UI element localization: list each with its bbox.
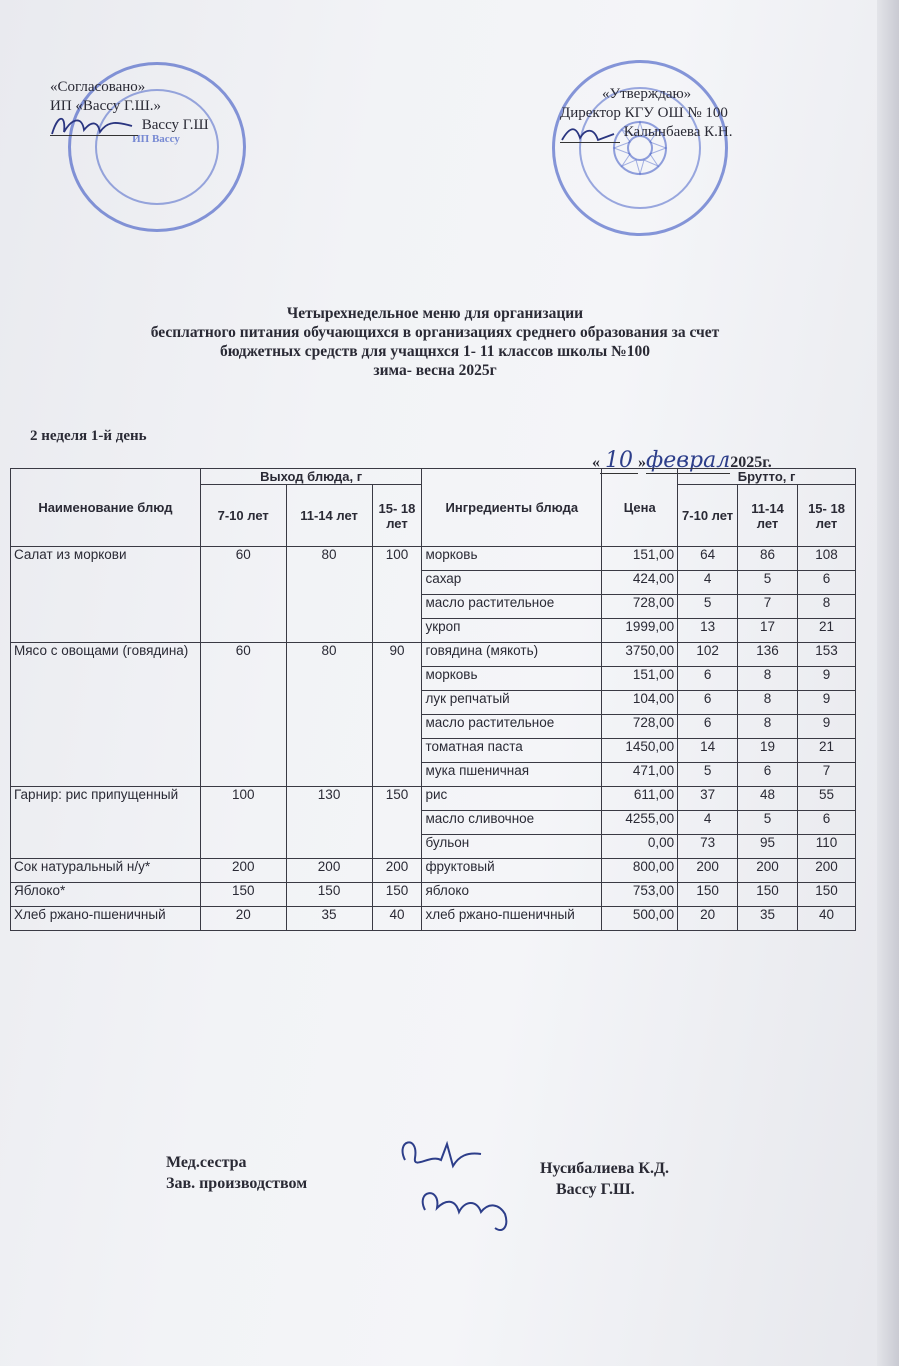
gross-11-14: 5: [738, 811, 798, 835]
document-title: [40, 304, 830, 380]
gross-7-10: 200: [678, 859, 738, 883]
dish-name: Сок натуральный н/у*: [11, 859, 201, 883]
gross-7-10: 150: [678, 883, 738, 907]
ingredient-price: 1999,00: [602, 619, 678, 643]
gross-15-18: 21: [798, 619, 856, 643]
gross-7-10: 4: [678, 811, 738, 835]
gross-11-14: 6: [738, 763, 798, 787]
date-month: феврал: [646, 448, 731, 473]
yield-7-10: 200: [200, 859, 286, 883]
gross-15-18: 7: [798, 763, 856, 787]
ingredient-price: 0,00: [602, 835, 678, 859]
table-row: [11, 787, 856, 811]
ingredient-name: томатная паста: [422, 739, 602, 763]
gross-15-18: 6: [798, 811, 856, 835]
gross-15-18: 40: [798, 907, 856, 931]
dish-name: Яблоко*: [11, 883, 201, 907]
dish-name: Гарнир: рис припущенный: [11, 787, 201, 859]
approved-signature: [558, 120, 618, 150]
footer-role-nurse: Мед.сестра: [166, 1154, 247, 1171]
ingredient-price: 611,00: [602, 787, 678, 811]
ingredient-name: масло сливочное: [422, 811, 602, 835]
ingredient-price: 151,00: [602, 667, 678, 691]
table-row: [11, 859, 856, 883]
footer-role-production: Зав. производством: [166, 1175, 308, 1192]
header-price: Цена: [602, 469, 678, 547]
yield-15-18: 90: [372, 643, 422, 787]
gross-11-14: 19: [738, 739, 798, 763]
gross-15-18: 8: [798, 595, 856, 619]
agreed-label: «Согласовано»: [50, 79, 146, 95]
ingredient-price: 728,00: [602, 715, 678, 739]
date-year: 2025г.: [730, 454, 772, 471]
gross-11-14: 86: [738, 547, 798, 571]
yield-7-10: 60: [200, 547, 286, 643]
gross-15-18: 9: [798, 667, 856, 691]
ingredient-price: 471,00: [602, 763, 678, 787]
gross-7-10: 20: [678, 907, 738, 931]
ingredient-price: 500,00: [602, 907, 678, 931]
ingredient-name: морковь: [422, 547, 602, 571]
title-line-3: бюджетных средств для учащнхся 1- 11 классов школы №100: [220, 343, 650, 360]
date-open-quote: «: [592, 454, 600, 471]
ingredient-name: укроп: [422, 619, 602, 643]
gross-11-14: 95: [738, 835, 798, 859]
yield-15-18: 150: [372, 787, 422, 859]
date-mid-quote: »: [638, 454, 646, 471]
gross-15-18: 21: [798, 739, 856, 763]
ingredient-name: сахар: [422, 571, 602, 595]
ingredient-price: 151,00: [602, 547, 678, 571]
title-line-4: зима- весна 2025г: [373, 362, 497, 379]
gross-11-14: 17: [738, 619, 798, 643]
table-row: [11, 643, 856, 667]
yield-11-14: 130: [286, 787, 372, 859]
gross-7-10: 14: [678, 739, 738, 763]
gross-15-18: 150: [798, 883, 856, 907]
header-gross-age-15-18: 15- 18 лет: [798, 485, 856, 547]
left-stamp-text: ИП Вассу: [132, 133, 180, 145]
ingredient-name: яблоко: [422, 883, 602, 907]
header-gross: Брутто, г: [678, 469, 856, 485]
agreed-org: ИП «Вассу Г.Ш.»: [50, 98, 162, 114]
gross-11-14: 200: [738, 859, 798, 883]
yield-7-10: 150: [200, 883, 286, 907]
agreed-signature: [48, 110, 138, 144]
gross-15-18: 55: [798, 787, 856, 811]
footer-roles: [166, 1152, 307, 1194]
menu-table-body: [11, 547, 856, 931]
ingredient-price: 753,00: [602, 883, 678, 907]
yield-7-10: 60: [200, 643, 286, 787]
gross-7-10: 4: [678, 571, 738, 595]
gross-11-14: 8: [738, 691, 798, 715]
ingredient-name: фруктовый: [422, 859, 602, 883]
gross-11-14: 136: [738, 643, 798, 667]
header-yield: Выход блюда, г: [200, 469, 422, 485]
ingredient-name: говядина (мякоть): [422, 643, 602, 667]
header-ingredients: Ингредиенты блюда: [422, 469, 602, 547]
menu-table: [10, 468, 856, 931]
gross-7-10: 5: [678, 595, 738, 619]
gross-7-10: 6: [678, 715, 738, 739]
date-day: 10: [600, 448, 638, 474]
ingredient-price: 3750,00: [602, 643, 678, 667]
gross-7-10: 102: [678, 643, 738, 667]
gross-15-18: 6: [798, 571, 856, 595]
ingredient-name: хлеб ржано-пшеничный: [422, 907, 602, 931]
yield-7-10: 20: [200, 907, 286, 931]
header-yield-age-7-10: 7-10 лет: [200, 485, 286, 547]
title-line-1: Четырехнедельное меню для организации: [286, 305, 584, 322]
gross-7-10: 6: [678, 691, 738, 715]
dish-name: Мясо с овощами (говядина): [11, 643, 201, 787]
ingredient-name: морковь: [422, 667, 602, 691]
title-line-2: бесплатного питания обучающихся в организациях среднего образования за счет: [150, 324, 720, 341]
yield-11-14: 35: [286, 907, 372, 931]
footer-names: [540, 1158, 669, 1200]
gross-15-18: 108: [798, 547, 856, 571]
header-yield-age-11-14: 11-14 лет: [286, 485, 372, 547]
gross-15-18: 9: [798, 691, 856, 715]
ingredient-price: 4255,00: [602, 811, 678, 835]
gross-11-14: 150: [738, 883, 798, 907]
ingredient-price: 104,00: [602, 691, 678, 715]
page-edge-shadow: [877, 0, 899, 1366]
ingredient-price: 424,00: [602, 571, 678, 595]
gross-11-14: 48: [738, 787, 798, 811]
gross-11-14: 8: [738, 667, 798, 691]
table-row: [11, 547, 856, 571]
table-row: [11, 907, 856, 931]
dish-name: Хлеб ржано-пшеничный: [11, 907, 201, 931]
approved-name: Калынбаева К.Н.: [623, 124, 733, 140]
gross-7-10: 6: [678, 667, 738, 691]
gross-15-18: 200: [798, 859, 856, 883]
ingredient-name: рис: [422, 787, 602, 811]
week-day-label: 2 неделя 1-й день: [30, 428, 147, 444]
yield-11-14: 150: [286, 883, 372, 907]
dish-name: Салат из моркови: [11, 547, 201, 643]
footer-name-production: Вассу Г.Ш.: [556, 1181, 635, 1198]
approved-title: Директор КГУ ОШ № 100: [560, 105, 728, 121]
ingredient-name: бульон: [422, 835, 602, 859]
header-dish: Наименование блюд: [11, 469, 201, 547]
yield-11-14: 80: [286, 643, 372, 787]
yield-15-18: 40: [372, 907, 422, 931]
gross-11-14: 7: [738, 595, 798, 619]
gross-7-10: 37: [678, 787, 738, 811]
yield-15-18: 100: [372, 547, 422, 643]
yield-15-18: 200: [372, 859, 422, 883]
gross-15-18: 110: [798, 835, 856, 859]
header-gross-age-11-14: 11-14 лет: [738, 485, 798, 547]
footer-name-nurse: Нусибалиева К.Д.: [540, 1160, 669, 1177]
gross-7-10: 13: [678, 619, 738, 643]
yield-7-10: 100: [200, 787, 286, 859]
gross-7-10: 73: [678, 835, 738, 859]
yield-11-14: 200: [286, 859, 372, 883]
ingredient-name: лук репчатый: [422, 691, 602, 715]
gross-11-14: 35: [738, 907, 798, 931]
yield-11-14: 80: [286, 547, 372, 643]
gross-15-18: 153: [798, 643, 856, 667]
approved-label: «Утверждаю»: [602, 86, 692, 102]
ingredient-name: масло растительное: [422, 715, 602, 739]
gross-11-14: 5: [738, 571, 798, 595]
ingredient-name: мука пшеничная: [422, 763, 602, 787]
gross-15-18: 9: [798, 715, 856, 739]
gross-7-10: 5: [678, 763, 738, 787]
ingredient-price: 800,00: [602, 859, 678, 883]
agreed-name: Вассу Г.Ш: [141, 117, 209, 133]
header-gross-age-7-10: 7-10 лет: [678, 485, 738, 547]
gross-11-14: 8: [738, 715, 798, 739]
yield-15-18: 150: [372, 883, 422, 907]
header-yield-age-15-18: 15- 18 лет: [372, 485, 422, 547]
table-row: [11, 883, 856, 907]
ingredient-price: 728,00: [602, 595, 678, 619]
ingredient-name: масло растительное: [422, 595, 602, 619]
footer-signatures: [385, 1130, 525, 1240]
ingredient-price: 1450,00: [602, 739, 678, 763]
gross-7-10: 64: [678, 547, 738, 571]
